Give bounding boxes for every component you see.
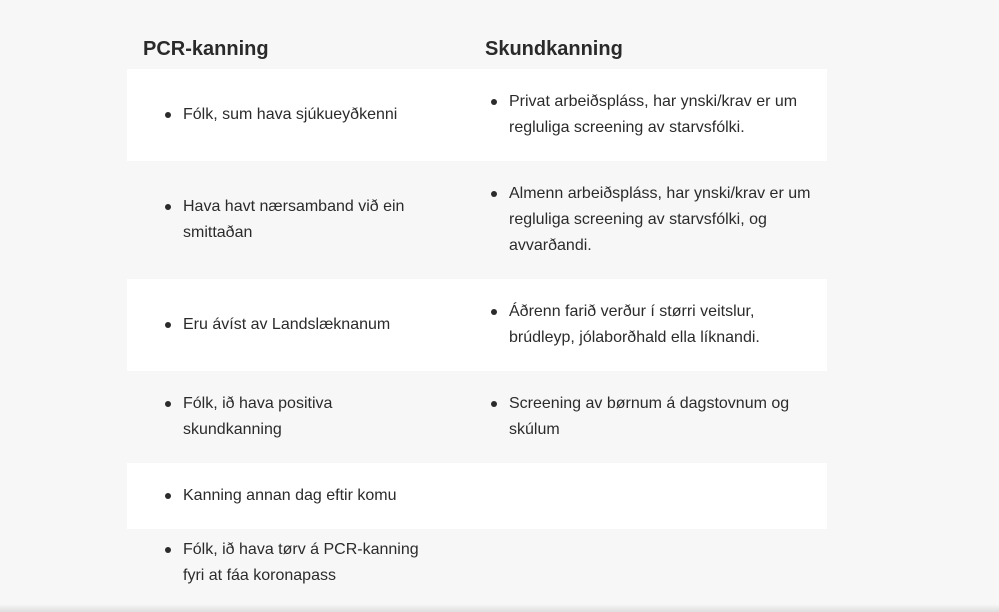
table-header-row (127, 0, 827, 69)
list-item (165, 102, 429, 128)
table-cell (127, 537, 469, 589)
table-cell (127, 102, 469, 128)
bullet-icon (165, 493, 171, 499)
bullet-icon (165, 547, 171, 553)
table-row (127, 371, 827, 463)
table-cell (469, 181, 827, 259)
cell-text: Eru ávíst av Landslæknanum (183, 316, 391, 333)
header-pcr: PCR-kanning (143, 38, 269, 60)
bullet-icon (491, 99, 497, 105)
table-cell (127, 312, 469, 338)
table-cell (469, 391, 827, 443)
header-rapid: Skundkanning (485, 38, 623, 60)
list-item (491, 299, 811, 351)
table-cell (127, 391, 469, 443)
list-item (165, 483, 429, 509)
bullet-icon (491, 401, 497, 407)
bullet-icon (165, 112, 171, 118)
cell-text: Fólk, ið hava tørv á PCR-kanning fyri at fáa koronapass (183, 541, 419, 584)
scroll-edge-shadow (0, 604, 999, 612)
table-cell (127, 483, 469, 509)
cell-text: Screening av børnum á dagstovnum og skúlum (509, 395, 790, 438)
list-item (165, 391, 429, 443)
table-row (127, 161, 827, 279)
list-item (165, 312, 429, 338)
table-row (127, 463, 827, 529)
list-item (165, 194, 429, 246)
table-row (127, 69, 827, 161)
cell-text: Fólk, sum hava sjúkueyðkenni (183, 106, 398, 123)
cell-text: Almenn arbeiðspláss, har ynski/krav er um regluliga screening av starvsfólki, og avvarðandi. (509, 185, 811, 254)
table-cell (469, 89, 827, 141)
list-item (165, 537, 429, 589)
list-item (491, 89, 811, 141)
bullet-icon (491, 191, 497, 197)
bullet-icon (165, 204, 171, 210)
cell-text: Privat arbeiðspláss, har ynski/krav er um regluliga screening av starvsfólki. (509, 93, 798, 136)
table-cell (469, 299, 827, 351)
cell-text: Fólk, ið hava positiva skundkanning (183, 395, 333, 438)
list-item (491, 391, 811, 443)
table-row (127, 529, 827, 612)
cell-text: Kanning annan dag eftir komu (183, 487, 397, 504)
bullet-icon (165, 322, 171, 328)
table-cell (127, 194, 469, 246)
cell-text: Hava havt nærsamband við ein smittaðan (183, 198, 405, 241)
comparison-table (127, 0, 827, 612)
table-row (127, 279, 827, 371)
bullet-icon (165, 401, 171, 407)
cell-text: Áðrenn farið verður í størri veitslur, brúdleyp, jólaborðhald ella líknandi. (509, 303, 760, 346)
bullet-icon (491, 309, 497, 315)
list-item (491, 181, 811, 259)
